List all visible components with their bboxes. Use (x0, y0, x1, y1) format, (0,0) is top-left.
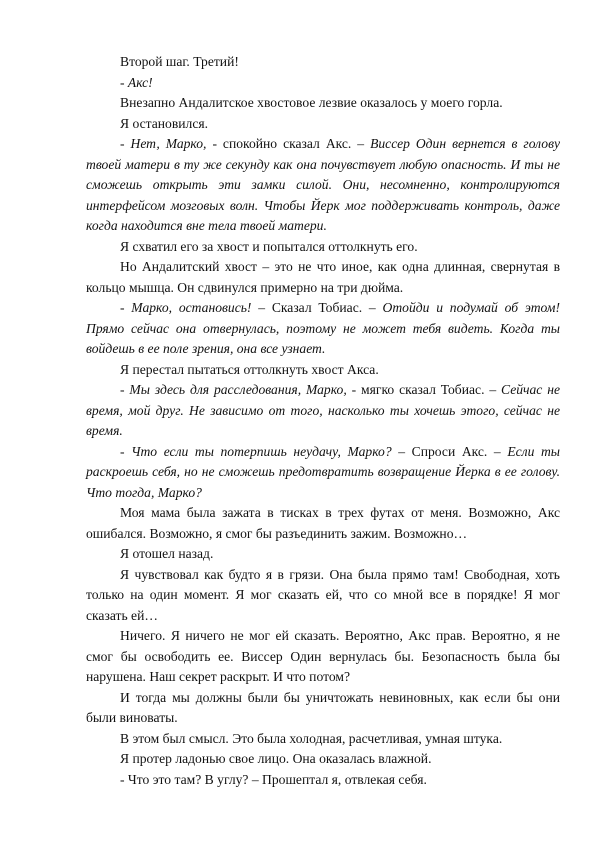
italic-text-segment: - Акс! (120, 74, 153, 90)
text-segment: Моя мама была зажата в тисках в трех футах от меня. Возможно, Акс ошибался. Возможно, я смог бы разъединить зажим. Возможно… (86, 505, 560, 541)
text-segment: Я перестал пытаться оттолкнуть хвост Акса. (120, 361, 379, 377)
italic-text-segment: - Мы здесь для расследования, Марко, (120, 382, 352, 397)
paragraph (86, 380, 560, 442)
text-segment: Внезапно Андалитское хвостовое лезвие оказалось у моего горла. (120, 95, 503, 110)
paragraph (86, 749, 560, 770)
paragraph (86, 298, 560, 360)
italic-text-segment: - Что если ты потерпишь неудачу, Марко? (120, 443, 399, 459)
italic-text-segment: Если ты раскроешь себя, но не сможешь предотвратить возвращение Йерка в ее голову. Что тогда, Марко? (86, 443, 560, 500)
paragraph (86, 442, 560, 504)
italic-text-segment: Отойди и подумай об этом! Прямо сейчас она отвернулась, поэтому не может тебя видеть. Когда ты войдешь в ее поле зрения, она все узнает. (86, 300, 560, 356)
text-segment: И тогда мы должны были бы уничтожать невиновных, как если бы они были виноваты. (86, 689, 560, 725)
text-segment: – Спроси Акс. – (398, 443, 508, 459)
text-segment: – Сказал Тобиас. – (258, 300, 383, 315)
italic-text-segment: Виссер Один вернется в голову твоей матери в ту же секунду как она почувствует любую опасность. И ты не сможешь открыть эти замки силой. Они, несомненно, контролируются интерфейсом мозговых волн. Чтобы Йерк мог поддерживать контроль, даже когда находится вне тела твоей матери. (86, 136, 561, 233)
paragraph (86, 770, 560, 791)
paragraph (86, 52, 560, 73)
text-segment: Но Андалитский хвост – это не что иное, как одна длинная, свернутая в кольцо мышца. Он сдвинулся примерно на три дюйма. (86, 259, 560, 295)
paragraph (86, 688, 560, 729)
text-segment: - спокойно сказал Акс. – (212, 136, 371, 151)
text-segment: В этом был смысл. Это была холодная, расчетливая, умная штука. (120, 730, 503, 746)
text-segment: - Что это там? В углу? – Прошептал я, отвлекая себя. (120, 771, 427, 787)
text-segment: Я схватил его за хвост и попытался оттолкнуть его. (120, 238, 418, 254)
paragraph (86, 237, 560, 258)
text-segment: Я протер ладонью свое лицо. Она оказалась влажной. (120, 751, 432, 766)
italic-text-segment: - Нет, Марко, (120, 136, 213, 151)
paragraph (86, 73, 560, 94)
paragraph (86, 114, 560, 135)
text-segment: Ничего. Я ничего не мог ей сказать. Вероятно, Акс прав. Вероятно, я не смог бы освободить ее. Виссер Один вернулась бы. Безопасность была бы нарушена. Наш секрет раскрыт. И что потом? (86, 628, 560, 684)
paragraph (86, 360, 560, 381)
paragraph (86, 626, 560, 688)
text-segment: Я остановился. (120, 115, 209, 131)
document-page (86, 52, 560, 790)
text-segment: Я отошел назад. (120, 546, 214, 561)
paragraph (86, 503, 560, 544)
text-segment: - мягко сказал Тобиас. – (351, 382, 502, 397)
italic-text-segment: - Марко, остановись! (120, 300, 259, 315)
paragraph (86, 134, 560, 237)
text-segment: Я чувствовал как будто я в грязи. Она была прямо там! Свободная, хоть только на один момент. Я мог сказать ей, что со мной все в порядке! Я мог сказать ей… (86, 566, 560, 623)
text-segment: Второй шаг. Третий! (120, 54, 239, 69)
paragraph (86, 729, 560, 750)
paragraph (86, 93, 560, 114)
paragraph (86, 257, 560, 298)
italic-text-segment: Сейчас не время, мой друг. Не зависимо от того, насколько ты хочешь этого, сейчас не время. (86, 382, 560, 438)
paragraph (86, 565, 560, 627)
paragraph (86, 544, 560, 565)
